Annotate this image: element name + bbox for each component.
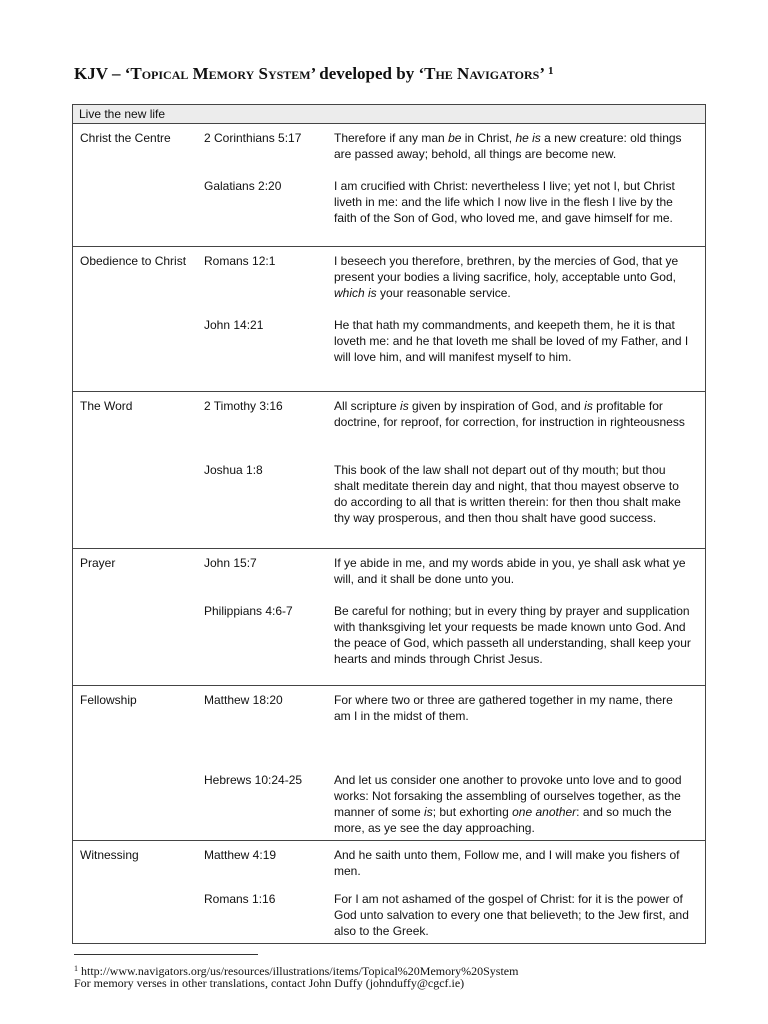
footnote-divider [74, 954, 258, 955]
topic-row [73, 841, 706, 944]
verse-segment: He that hath my commandments, and keepeth them, he it is that loveth me: and he that loveth me shall be loved of my Father, and I will love him, and will manifest myself to him. [334, 318, 689, 364]
verse-reference: Romans 12:1 [204, 254, 276, 268]
topic-row [73, 247, 706, 392]
verse-text [334, 130, 691, 178]
verse-italic-segment: be [448, 131, 462, 145]
topic-name: Christ the Centre [73, 124, 199, 247]
title-prefix: KJV – ‘ [74, 64, 131, 83]
verse-segment: ; but exhorting [432, 805, 513, 819]
verse-reference: Hebrews 10:24-25 [204, 773, 303, 787]
verse-segment: All scripture [334, 399, 401, 413]
topic-row [73, 392, 706, 549]
verse-references [198, 841, 324, 944]
verse-texts [324, 124, 706, 247]
verse-reference: Matthew 18:20 [204, 693, 283, 707]
verse-reference: Joshua 1:8 [204, 463, 263, 477]
verse-reference: Matthew 4:19 [204, 848, 277, 862]
footnote-mark: 1 [74, 964, 78, 973]
verse-text [334, 317, 691, 387]
verse-segment: And let us consider one another to provoke unto love and to good works: Not forsaking the assembling of ourselves together, as the manner of some [334, 773, 682, 819]
verse-text [334, 462, 691, 544]
verse-italic-segment: is [400, 399, 409, 413]
verse-texts [324, 549, 706, 686]
verse-segment: : and so much the more, as ye see the day approaching. [334, 805, 672, 835]
verse-text [334, 847, 691, 891]
verse-segment: And he saith unto them, Follow me, and I will make you fishers of men. [334, 848, 680, 878]
document-title [74, 64, 554, 84]
verse-texts [324, 686, 706, 841]
verse-reference: John 15:7 [204, 556, 257, 570]
verse-texts [324, 392, 706, 549]
verse-reference: Galatians 2:20 [204, 179, 282, 193]
title-org-name: The Navigators [424, 64, 540, 83]
memory-verse-table [72, 104, 706, 944]
verse-italic-segment: which is [334, 286, 377, 300]
verse-segment: This book of the law shall not depart out of thy mouth; but thou shalt meditate therein day and night, that thou mayest observe to do according to all that is written therein: for then thou shalt make thy way prosperous, and then thou shalt have good success. [334, 463, 681, 525]
verse-reference: John 14:21 [204, 318, 264, 332]
verse-segment: I am crucified with Christ: nevertheless I live; yet not I, but Christ liveth in me: and the life which I now live in the flesh I live by the faith of the Son of God, who loved me, and gave himself for me. [334, 179, 675, 225]
section-header: Live the new life [73, 105, 706, 124]
footnote-contact: For memory verses in other translations, contact John Duffy (johnduffy@cgcf.ie) [74, 976, 465, 990]
topic-name: Prayer [73, 549, 199, 686]
title-suffix: ’ [539, 64, 549, 83]
verse-segment: If ye abide in me, and my words abide in you, ye shall ask what ye will, and it shall be done unto you. [334, 556, 686, 586]
verse-reference: Philippians 4:6-7 [204, 604, 293, 618]
topic-name: Obedience to Christ [73, 247, 199, 392]
verse-text [334, 555, 691, 603]
topic-row [73, 124, 706, 247]
verse-text [334, 398, 691, 462]
verse-texts [324, 841, 706, 944]
topic-name: Fellowship [73, 686, 199, 841]
verse-text [334, 772, 691, 836]
verse-reference: Romans 1:16 [204, 892, 276, 906]
verse-references [198, 392, 324, 549]
verse-segment: your reasonable service. [376, 286, 511, 300]
verse-segment: in Christ, [461, 131, 516, 145]
verse-segment: given by inspiration of God, and [408, 399, 585, 413]
verse-segment: I beseech you therefore, brethren, by the mercies of God, that ye present your bodies a living sacrifice, holy, acceptable unto God, [334, 254, 679, 284]
verse-references [198, 124, 324, 247]
verse-segment: Be careful for nothing; but in every thing by prayer and supplication with thanksgiving let your requests be made known unto God. And the peace of God, which passeth all understanding, shall keep your hearts and minds through Christ Jesus. [334, 604, 691, 666]
verse-segment: Therefore if any man [334, 131, 449, 145]
topic-row [73, 549, 706, 686]
title-footnote-mark: 1 [548, 65, 554, 77]
verse-text [334, 603, 691, 681]
verse-references [198, 247, 324, 392]
title-middle: ’ developed by ‘ [310, 64, 425, 83]
section-header-row [73, 105, 706, 124]
verse-references [198, 686, 324, 841]
verse-reference: 2 Timothy 3:16 [204, 399, 283, 413]
topic-row [73, 686, 706, 841]
verse-italic-segment: is [584, 399, 593, 413]
verse-segment: profitable for doctrine, for reproof, for correction, for instruction in righteousness [334, 399, 685, 429]
verse-italic-segment: he is [515, 131, 541, 145]
verse-segment: For where two or three are gathered together in my name, there am I in the midst of them. [334, 693, 673, 723]
topic-name: Witnessing [73, 841, 199, 944]
verse-texts [324, 247, 706, 392]
verse-segment: For I am not ashamed of the gospel of Christ: for it is the power of God unto salvation to every one that believeth; to the Jew first, and also to the Greek. [334, 892, 689, 938]
verse-text [334, 178, 691, 242]
verse-text [334, 253, 691, 317]
title-system-name: Topical Memory System [130, 64, 311, 83]
verse-italic-segment: is [424, 805, 433, 819]
verse-text [334, 891, 691, 939]
footnote-url: http://www.navigators.org/us/resources/illustrations/items/Topical%20Memory%20System [78, 964, 519, 978]
verse-references [198, 549, 324, 686]
topic-name: The Word [73, 392, 199, 549]
verse-italic-segment: one another [512, 805, 577, 819]
verse-reference: 2 Corinthians 5:17 [204, 131, 302, 145]
verse-text [334, 692, 691, 772]
verse-segment: a new creature: old things are passed away; behold, all things are become new. [334, 131, 682, 161]
